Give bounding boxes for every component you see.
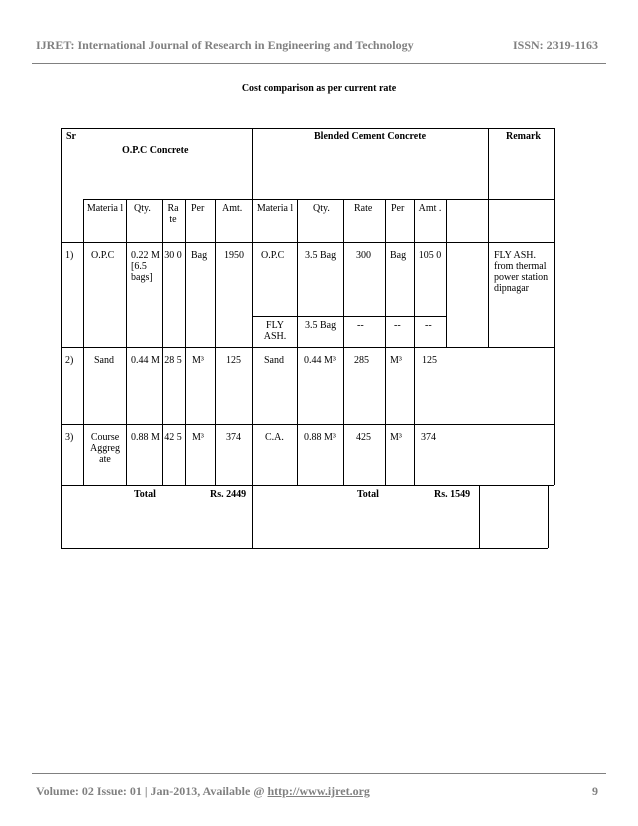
row3-opc-amt: 374 bbox=[226, 432, 241, 443]
row3-blended-rate: 425 bbox=[356, 432, 371, 443]
row2-opc-qty: 0.44 M bbox=[131, 355, 160, 366]
row1b-blended-amt: -- bbox=[425, 320, 432, 331]
row2-opc-rate: 28 5 bbox=[164, 355, 182, 366]
row1-blended-rate: 300 bbox=[356, 250, 371, 261]
row3-opc-qty: 0.88 M bbox=[131, 432, 160, 443]
row2-blended-per: M³ bbox=[390, 355, 402, 366]
row1-opc-rate: 30 0 bbox=[164, 250, 182, 261]
row3-blended-per: M³ bbox=[390, 432, 402, 443]
row3-blended-amt: 374 bbox=[421, 432, 436, 443]
blended-total-value: Rs. 1549 bbox=[434, 489, 471, 500]
row1-blended-qty: 3.5 Bag bbox=[305, 250, 337, 261]
row1-opc-per: Bag bbox=[191, 250, 208, 261]
row1-blended-per: Bag bbox=[390, 250, 407, 261]
opc-qty-header: Qty. bbox=[134, 203, 151, 214]
opc-concrete-header: O.P.C Concrete bbox=[122, 145, 189, 156]
sr-header: Sr bbox=[66, 131, 76, 142]
blended-amt-header: Amt . bbox=[418, 203, 442, 214]
row2-blended-amt: 125 bbox=[422, 355, 437, 366]
row2-blended-rate: 285 bbox=[354, 355, 369, 366]
row2-opc-amt: 125 bbox=[226, 355, 241, 366]
blended-concrete-header: Blended Cement Concrete bbox=[314, 131, 427, 142]
journal-link[interactable]: http://www.ijret.org bbox=[267, 784, 370, 798]
row2-blended-material: Sand bbox=[264, 355, 284, 366]
row2-opc-material: Sand bbox=[94, 355, 114, 366]
row1-sr: 1) bbox=[65, 250, 74, 261]
footer-text: Volume: 02 Issue: 01 | Jan-2013, Available @ bbox=[36, 784, 268, 798]
row2-opc-per: M³ bbox=[192, 355, 204, 366]
journal-header: IJRET: International Journal of Research in Engineering and Technology bbox=[36, 38, 414, 52]
row1b-blended-per: -- bbox=[394, 320, 401, 331]
row3-sr: 3) bbox=[65, 432, 74, 443]
row1-remark: FLY ASH. from thermal power station dipnagar bbox=[494, 250, 549, 294]
row1b-blended-rate: -- bbox=[357, 320, 364, 331]
row3-blended-qty: 0.88 M³ bbox=[304, 432, 336, 443]
opc-amt-header: Amt. bbox=[222, 203, 243, 214]
row2-blended-qty: 0.44 M³ bbox=[304, 355, 336, 366]
row1-opc-amt: 1950 bbox=[224, 250, 244, 261]
row3-opc-rate: 42 5 bbox=[164, 432, 182, 443]
row1b-blended-material: FLY ASH. bbox=[263, 320, 287, 342]
blended-per-header: Per bbox=[391, 203, 405, 214]
row1-blended-material: O.P.C bbox=[261, 250, 285, 261]
row1-blended-amt: 105 0 bbox=[418, 250, 442, 261]
opc-total-value: Rs. 2449 bbox=[210, 489, 247, 500]
row3-blended-material: C.A. bbox=[265, 432, 284, 443]
row3-opc-material: Course Aggreg ate bbox=[90, 432, 120, 465]
footer-info bbox=[36, 784, 370, 799]
row3-opc-per: M³ bbox=[192, 432, 204, 443]
page-number: 9 bbox=[592, 784, 598, 798]
row1-opc-material: O.P.C bbox=[91, 250, 115, 261]
blended-total-label: Total bbox=[357, 489, 379, 500]
blended-qty-header: Qty. bbox=[313, 203, 330, 214]
row1-opc-qty: 0.22 M [6.5 bags] bbox=[131, 250, 160, 283]
row1b-blended-qty: 3.5 Bag bbox=[305, 320, 337, 331]
row2-sr: 2) bbox=[65, 355, 74, 366]
issn-header: ISSN: 2319-1163 bbox=[512, 38, 598, 52]
opc-per-header: Per bbox=[191, 203, 205, 214]
opc-material-header: Materia l bbox=[86, 203, 124, 214]
footer-rule bbox=[32, 773, 606, 774]
remark-header: Remark bbox=[506, 131, 541, 142]
table-title: Cost comparison as per current rate bbox=[241, 83, 397, 94]
opc-total-label: Total bbox=[134, 489, 156, 500]
opc-rate-header: Ra te bbox=[167, 203, 179, 225]
blended-rate-header: Rate bbox=[354, 203, 373, 214]
blended-material-header: Materia l bbox=[256, 203, 294, 214]
